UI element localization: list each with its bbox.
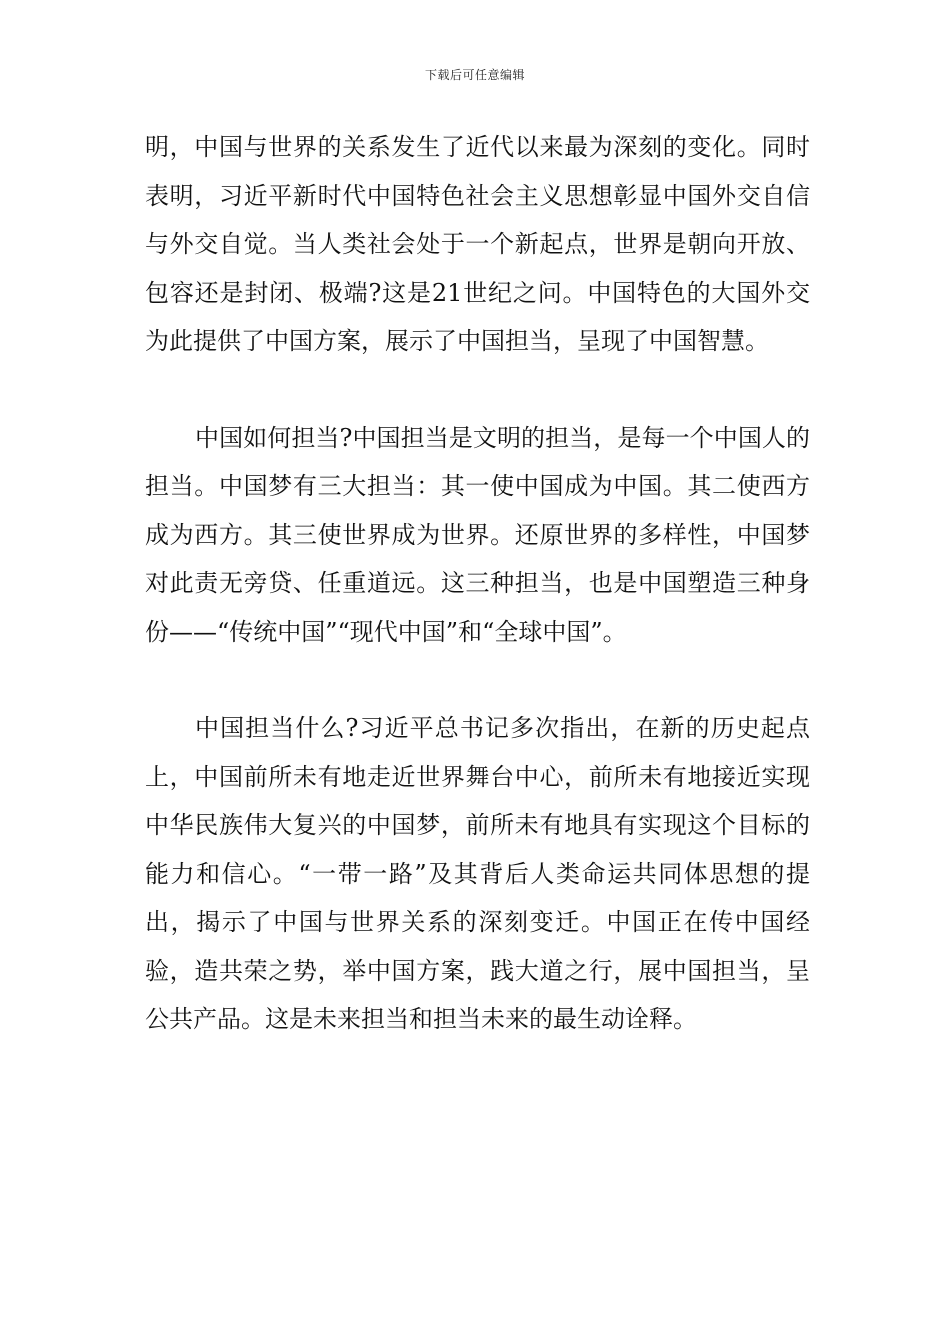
paragraph-3: 中国担当什么?习近平总书记多次指出，在新的历史起点上，中国前所未有地走近世界舞台中心，前所未有地接近实现中华民族伟大复兴的中国梦，前所未有地具有实现这个目标的能力和信心。“一带一路”及其背后人类命运共同体思想的提出，揭示了中国与世界关系的深刻变迁。中国正在传中国经验，造共荣之势，举中国方案，践大道之行，展中国担当，呈公共产品。这是未来担当和担当未来的最生动诠释。 [145,714,810,1033]
document-body [145,123,810,1044]
page-header: 下载后可任意编辑 [424,68,525,82]
paragraph-1: 明，中国与世界的关系发生了近代以来最为深刻的变化。同时表明，习近平新时代中国特色社会主义思想彰显中国外交自信与外交自觉。当人类社会处于一个新起点，世界是朝向开放、包容还是封闭、极端?这是21世纪之问。中国特色的大国外交为此提供了中国方案，展示了中国担当，呈现了中国智慧。 [145,133,810,355]
paragraph-2: 中国如何担当?中国担当是文明的担当，是每一个中国人的担当。中国梦有三大担当：其一使中国成为中国。其二使西方成为西方。其三使世界成为世界。还原世界的多样性，中国梦对此责无旁贷、任重道远。这三种担当，也是中国塑造三种身份——“传统中国”“现代中国”和“全球中国”。 [145,423,810,646]
